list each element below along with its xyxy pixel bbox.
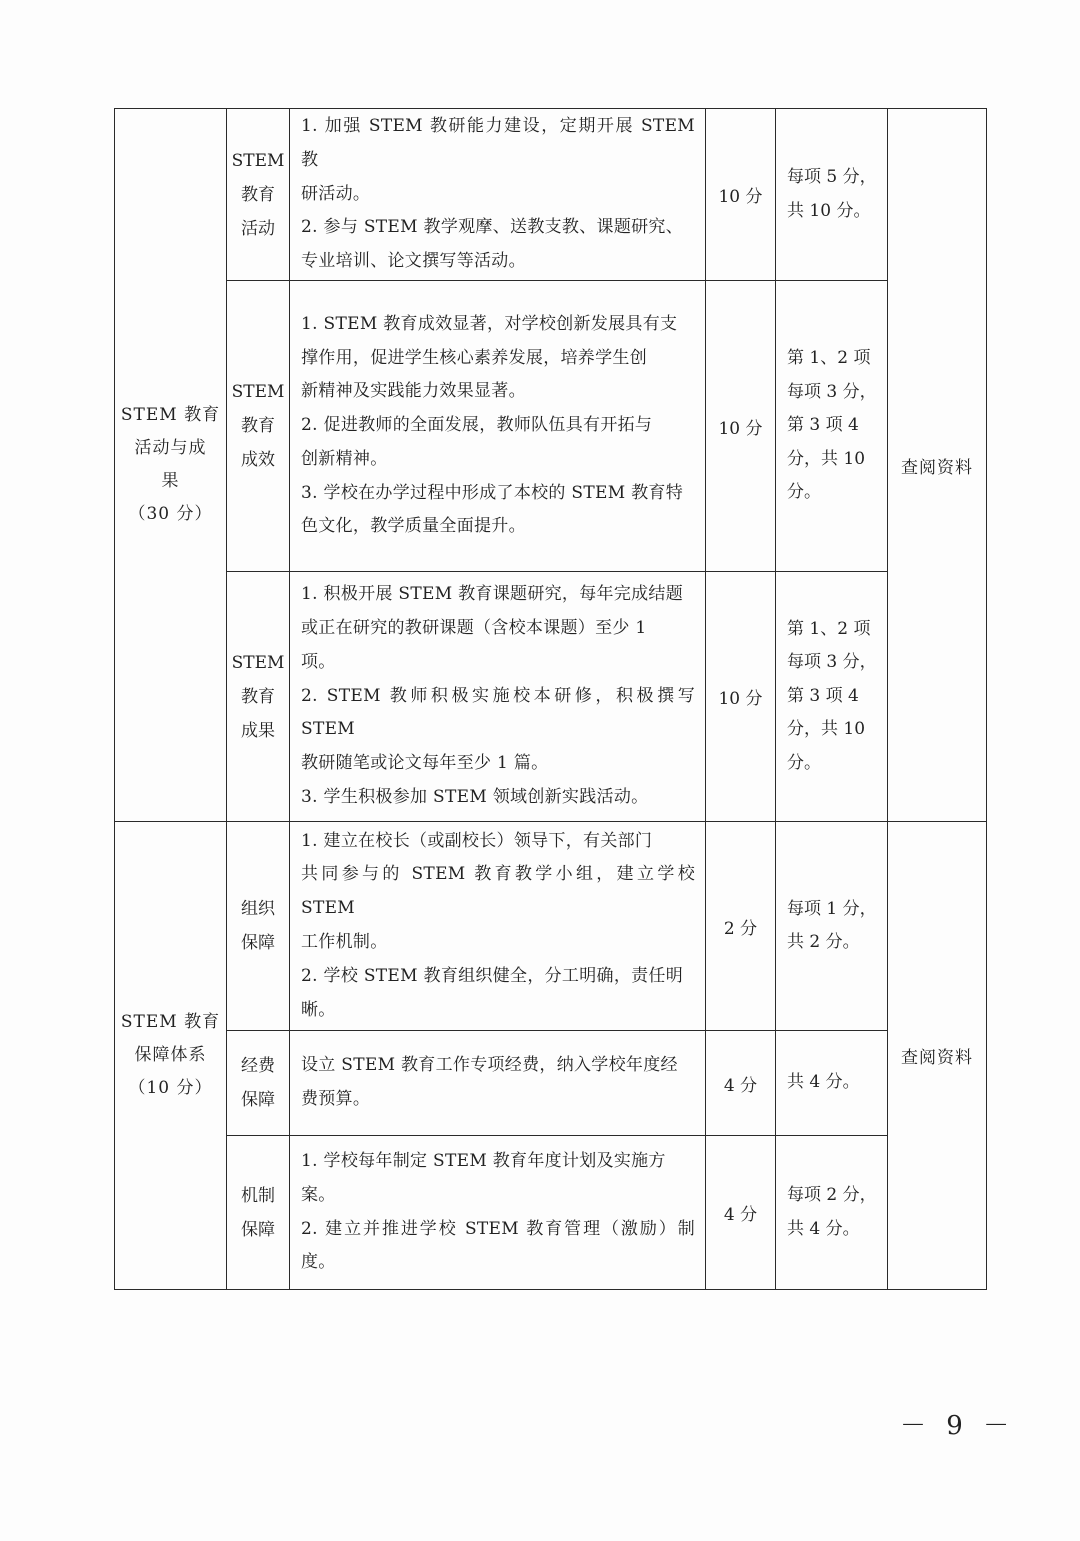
content-cell [290,822,706,1031]
category-line: （10 分） [128,1078,213,1098]
score-cell: 10 分 [706,281,776,572]
content-line: 3. 学生积极参加 STEM 领域创新实践活动。 [301,786,649,807]
score-cell: 10 分 [706,109,776,281]
score-cell: 4 分 [706,1136,776,1290]
subcategory-cell [227,822,290,1031]
score-cell: 4 分 [706,1031,776,1136]
rule-line: 每项 1 分， [787,898,877,919]
content-line: 2. 学校 STEM 教育组织健全，分工明确，责任明 [301,965,684,986]
category-line: 果 [161,471,180,491]
scoring-rule-cell [776,281,888,572]
content-line: 专业培训、论文撰写等活动。 [301,251,526,272]
content-line: 2. 促进教师的全面发展，教师队伍具有开拓与 [301,415,653,436]
content-line: 晰。 [301,999,336,1020]
content-cell [290,1031,706,1136]
subcategory-line: 教育 [241,686,275,707]
rule-line: 每项 3 分， [787,652,877,673]
subcategory-cell [227,281,290,572]
scoring-rule-cell [776,1136,888,1290]
content-cell [290,109,706,281]
rule-line: 共 10 分。 [787,200,871,221]
rule-line: 第 3 项 4 [787,415,859,436]
table-row [115,572,987,822]
content-line: 1. 积极开展 STEM 教育课题研究，每年完成结题 [301,584,684,605]
content-line: 1. 建立在校长（或副校长）领导下，有关部门 [301,830,653,851]
content-line: 新精神及实践能力效果显著。 [301,381,526,402]
table-row [115,1031,987,1136]
rule-line: 第 3 项 4 [787,685,859,706]
method-cell: 查阅资料 [888,822,987,1290]
rule-line: 第 1、2 项 [787,348,871,369]
subcategory-cell [227,109,290,281]
table-row [115,109,987,281]
rule-line: 分，共 10 [787,448,866,469]
scoring-rule-cell [776,822,888,1031]
content-line: 项。 [301,651,336,672]
table-row [115,822,987,1031]
rule-line: 分，共 10 [787,719,866,740]
content-line: 创新精神。 [301,448,388,469]
subcategory-line: 保障 [241,1219,275,1240]
rule-line: 共 4 分。 [787,1072,860,1093]
page-number: － 9 － [900,1411,1016,1441]
content-cell [290,281,706,572]
category-line: STEM 教育 [120,405,221,425]
score-cell: 2 分 [706,822,776,1031]
subcategory-line: 保障 [241,1090,275,1110]
content-line: 案。 [301,1184,336,1205]
subcategory-line: 保障 [241,933,275,953]
category-cell [115,822,227,1290]
category-line: STEM 教育 [120,1012,221,1032]
content-line: 2. 建立并推进学校 STEM 教育管理（激励）制度。 [301,1218,695,1273]
content-cell [290,572,706,822]
content-line: 2. STEM 教师积极实施校本研修，积极撰写 STEM [301,685,695,740]
subcategory-line: 组织 [241,899,275,919]
subcategory-line: STEM [231,652,285,673]
rule-line: 每项 2 分， [787,1185,877,1205]
content-line: 研活动。 [301,183,371,204]
subcategory-line: 经费 [241,1056,275,1076]
category-line: （30 分） [128,504,213,524]
subcategory-cell [227,1136,290,1290]
content-line: 3. 学校在办学过程中形成了本校的 STEM 教育特 [301,482,684,503]
subcategory-line: STEM [231,150,285,171]
scoring-rule-cell [776,1031,888,1136]
subcategory-line: 教育 [241,416,275,436]
table-row [115,1136,987,1290]
content-line: 共同参与的 STEM 教育教学小组，建立学校 STEM [301,864,695,919]
category-cell [115,109,227,822]
content-cell [290,1136,706,1290]
rule-line: 分。 [787,752,821,773]
subcategory-line: 成果 [241,720,275,741]
rule-line: 分。 [787,482,821,503]
content-line: 或正在研究的教研课题（含校本课题）至少 1 [301,618,647,638]
content-line: 1. 学校每年制定 STEM 教育年度计划及实施方 [301,1150,666,1171]
subcategory-line: 成效 [241,450,275,470]
content-line: 设立 STEM 教育工作专项经费，纳入学校年度经 [301,1055,678,1076]
content-line: 撑作用，促进学生核心素养发展，培养学生创 [301,347,647,368]
subcategory-line: 活动 [241,218,275,239]
evaluation-table [114,108,987,1290]
content-line: 工作机制。 [301,932,388,952]
score-cell: 10 分 [706,572,776,822]
rule-line: 共 2 分。 [787,932,860,952]
subcategory-line: STEM [231,382,285,402]
rule-line: 每项 5 分， [787,167,877,187]
table-row [115,281,987,572]
subcategory-line: 机制 [241,1185,275,1206]
content-line: 1. STEM 教育成效显著，对学校创新发展具有支 [301,313,678,334]
content-line: 1. 加强 STEM 教研能力建设，定期开展 STEM 教 [301,116,695,170]
scoring-rule-cell [776,572,888,822]
content-line: 教研随笔或论文每年至少 1 篇。 [301,753,549,774]
subcategory-cell [227,1031,290,1136]
subcategory-cell [227,572,290,822]
content-line: 2. 参与 STEM 教学观摩、送教支教、课题研究、 [301,217,684,238]
content-line: 费预算。 [301,1089,371,1109]
rule-line: 第 1、2 项 [787,618,871,639]
content-line: 色文化，教学质量全面提升。 [301,516,526,537]
method-cell: 查阅资料 [888,109,987,822]
rule-line: 共 4 分。 [787,1218,860,1239]
scoring-rule-cell [776,109,888,281]
category-line: 保障体系 [134,1045,207,1065]
rule-line: 每项 3 分， [787,381,877,402]
category-line: 活动与成 [134,438,207,458]
subcategory-line: 教育 [241,184,275,205]
